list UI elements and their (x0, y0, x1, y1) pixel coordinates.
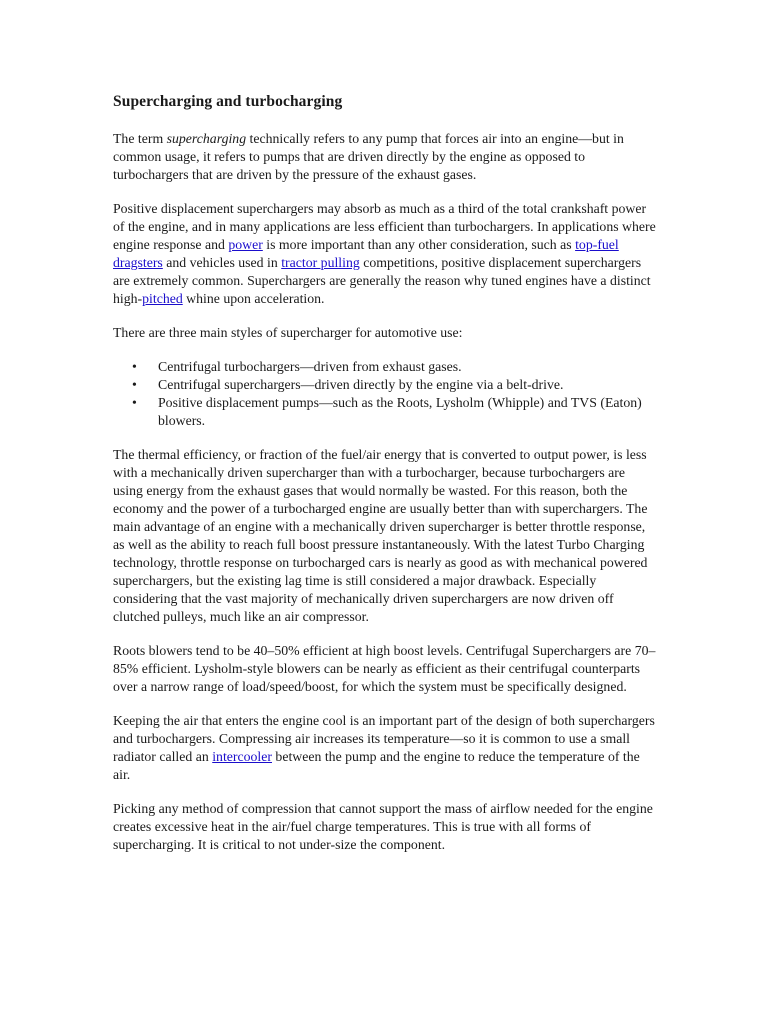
bullet-icon: • (132, 359, 137, 374)
list-item (132, 394, 658, 430)
page-title: Supercharging and turbocharging (113, 93, 343, 110)
paragraph-compression-method: Picking any method of compression that cannot support the mass of airflow needed for the engine creates excessive heat in the air/fuel charge temperatures. This is true with all forms of supercharging. It is critical to not under-size the component. (113, 801, 653, 852)
list-item-text: Positive displacement pumps—such as the Roots, Lysholm (Whipple) and TVS (Eaton) blowers. (158, 395, 642, 428)
link-top-fuel-dragsters[interactable]: top-fuel dragsters (113, 237, 619, 270)
document-page (113, 92, 658, 870)
link-tractor-pulling[interactable]: tractor pulling (281, 255, 360, 270)
paragraph-blower-efficiency: Roots blowers tend to be 40–50% efficient at high boost levels. Centrifugal Superchargers are 70–85% efficient. Lysholm-style blowers can be nearly as efficient as their centrifugal counterparts over a narrow range of load/speed/boost, for which the system must be specifically designed. (113, 643, 656, 694)
paragraph-thermal-efficiency: The thermal efficiency, or fraction of the fuel/air energy that is converted to output power, is less with a mechanically driven supercharger than with a turbocharger, because turbochargers are using energy from the exhaust gases that would normally be wasted. For this reason, both the economy and the power of a turbocharged engine are usually better than with superchargers. The main advantage of an engine with a mechanically driven supercharger is better throttle response, as well as the ability to reach full boost pressure instantaneously. With the latest Turbo Charging technology, throttle response on turbocharged cars is nearly as good as with mechanical powered superchargers, but the existing lag time is still considered a major drawback. Especially considering that the vast majority of mechanically driven superchargers are now driven off clutched pulleys, much like an air compressor. (113, 447, 648, 624)
list-item (132, 376, 658, 394)
supercharger-styles-list (113, 358, 658, 430)
paragraph-styles-intro: There are three main styles of supercharger for automotive use: (113, 325, 463, 340)
paragraph-positive-displacement (113, 200, 658, 308)
link-pitched[interactable]: pitched (142, 291, 183, 306)
link-power[interactable]: power (228, 237, 263, 252)
paragraph-intro (113, 130, 658, 184)
cooling-text-2: between the pump and the engine to reduce the temperature of the air. (113, 749, 640, 782)
pd-text-3: and vehicles used in (162, 255, 282, 270)
bullet-icon: • (132, 395, 137, 410)
intro-emphasis: supercharging (166, 131, 247, 146)
cooling-text-1: Keeping the air that enters the engine cool is an important part of the design of both superchargers and turbochargers. Compressing air increases its temperature—so it is common to use a small radiator called an (113, 713, 655, 764)
paragraph-cooling (113, 712, 658, 784)
list-item-text: Centrifugal superchargers—driven directly by the engine via a belt-drive. (158, 377, 564, 392)
list-item (132, 358, 658, 376)
pd-text-5: whine upon acceleration. (182, 291, 325, 306)
list-item-text: Centrifugal turbochargers—driven from exhaust gases. (158, 359, 462, 374)
pd-text-2: is more important than any other consideration, such as (262, 237, 576, 252)
link-intercooler[interactable]: intercooler (212, 749, 272, 764)
bullet-icon: • (132, 377, 137, 392)
intro-text-2: technically refers to any pump that forces air into an engine—but in common usage, it refers to pumps that are driven directly by the engine as opposed to turbochargers that are driven by the pressure of the exhaust gases. (113, 131, 624, 182)
pd-text-1: Positive displacement superchargers may absorb as much as a third of the total crankshaft power of the engine, and in many applications are less efficient than turbochargers. In applications where engine response and (113, 201, 656, 252)
intro-text-1: The term (113, 131, 167, 146)
pd-text-4: competitions, positive displacement superchargers are extremely common. Superchargers are generally the reason why tuned engines have a distinct high- (113, 255, 651, 306)
